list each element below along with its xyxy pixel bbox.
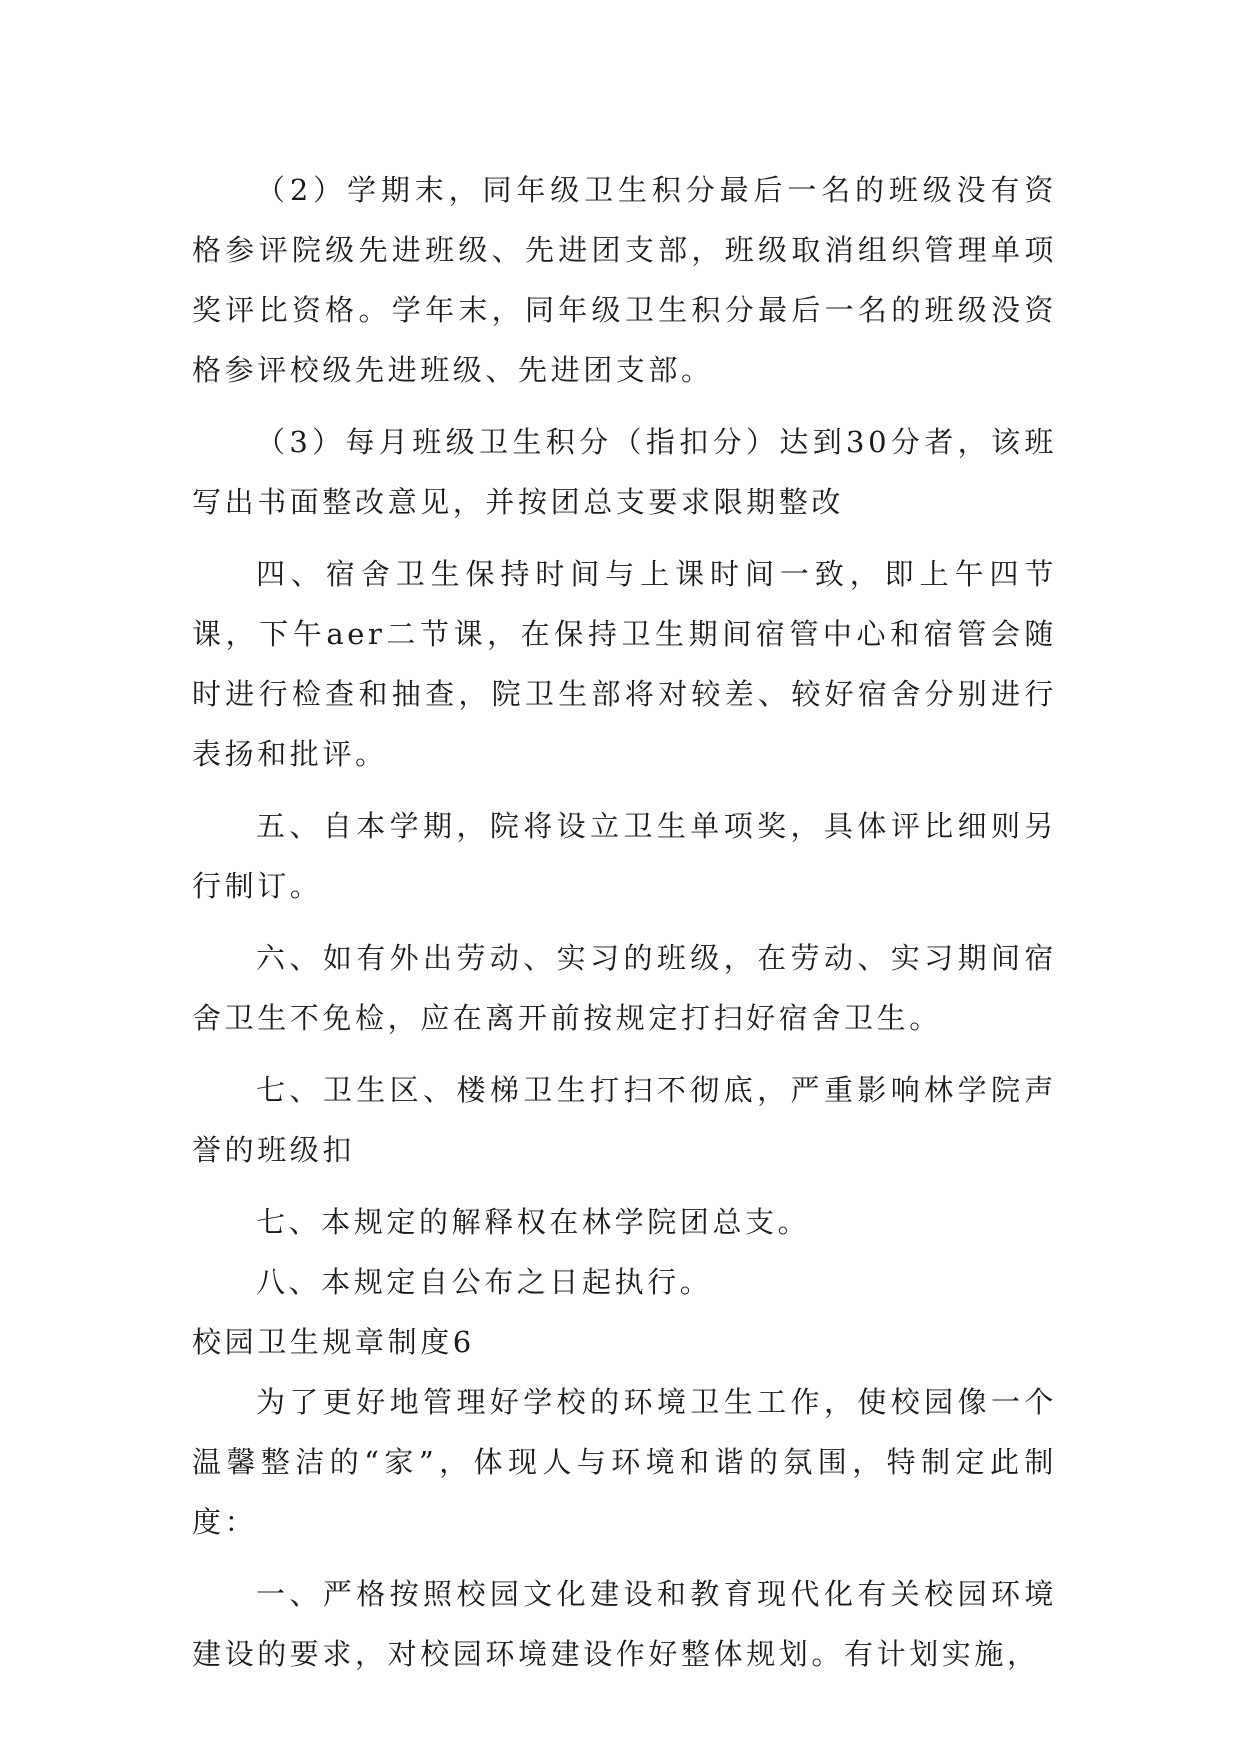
paragraph-term-end-ranking: （2）学期末，同年级卫生积分最后一名的班级没有资格参评院级先进班级、先进团支部，班级取消组织管理单项奖评比资格。学年末，同年级卫生积分最后一名的班级没资格参评校级先进班级、先进团支部。: [192, 173, 1057, 387]
paragraph-hygiene-award: 五、自本学期，院将设立卫生单项奖，具体评比细则另行制订。: [192, 809, 1057, 903]
paragraph-stairway-cleaning: 七、卫生区、楼梯卫生打扫不彻底，严重影响林学院声誉的班级扣: [192, 1073, 1057, 1167]
paragraph-section-intro: 为了更好地管理好学校的环境卫生工作，使校园像一个温馨整洁的“家”，体现人与环境和谐的氛围，特制定此制度：: [192, 1385, 1057, 1539]
paragraph-monthly-deduction: （3）每月班级卫生积分（指扣分）达到30分者，该班写出书面整改意见，并按团总支要求限期整改: [192, 425, 1057, 519]
paragraph-effective-date: 八、本规定自公布之日起执行。: [256, 1265, 713, 1299]
section-title: 校园卫生规章制度6: [192, 1325, 475, 1359]
document-body: [192, 160, 1057, 1696]
paragraph-dorm-hygiene-time: 四、宿舍卫生保持时间与上课时间一致，即上午四节课，下午aer二节课，在保持卫生期间宿管中心和宿管会随时进行检查和抽查，院卫生部将对较差、较好宿舍分别进行表扬和批评。: [192, 557, 1057, 771]
paragraph-interpretation-right: 七、本规定的解释权在林学院团总支。: [256, 1205, 811, 1239]
paragraph-internship-classes: 六、如有外出劳动、实习的班级，在劳动、实习期间宿舍卫生不免检，应在离开前按规定打扫好宿舍卫生。: [192, 941, 1057, 1035]
paragraph-campus-planning: 一、严格按照校园文化建设和教育现代化有关校园环境建设的要求，对校园环境建设作好整体规划。有计划实施，: [192, 1577, 1057, 1671]
